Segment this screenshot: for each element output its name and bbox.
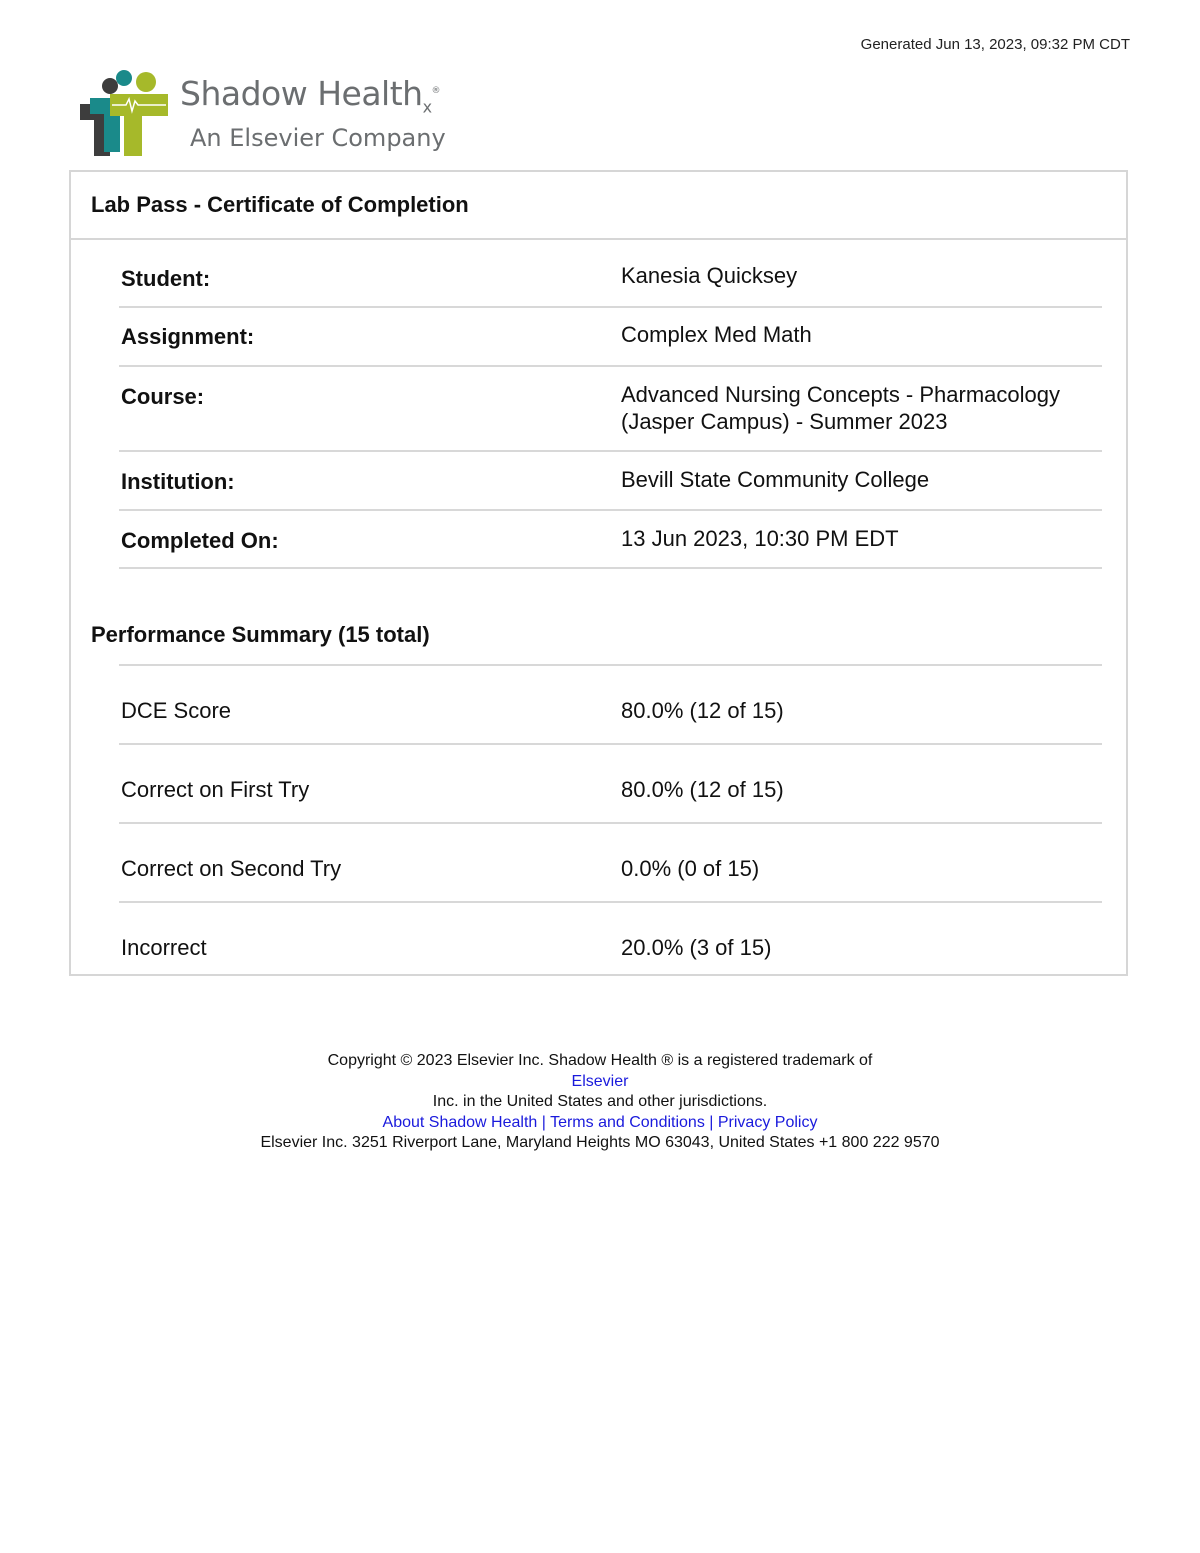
performance-summary-table: [119, 664, 1102, 983]
footer-address: Elsevier Inc. 3251 Riverport Lane, Maryland Heights MO 63043, United States +1 800 222 9570: [260, 1134, 940, 1151]
performance-value: 80.0% (12 of 15): [621, 698, 784, 723]
field-row-student: [119, 240, 1102, 308]
field-value: Kanesia Quicksey: [621, 263, 798, 288]
field-row-institution: [119, 452, 1102, 511]
performance-row-dce-score: [119, 666, 1102, 745]
footer: [0, 1051, 1200, 1154]
performance-row-first-try: [119, 745, 1102, 824]
footer-links: [0, 1113, 1200, 1134]
shadow-health-logo-icon: [80, 68, 170, 160]
field-label: Institution:: [121, 469, 235, 494]
shadow-health-logo: [80, 68, 460, 164]
performance-label: Correct on Second Try: [121, 856, 342, 881]
field-label: Course:: [121, 384, 205, 409]
performance-value: 0.0% (0 of 15): [621, 856, 760, 881]
performance-row-incorrect: [119, 903, 1102, 983]
elsevier-link[interactable]: Elsevier: [571, 1072, 629, 1090]
field-row-course: [119, 367, 1102, 452]
field-row-completed-on: [119, 511, 1102, 569]
field-row-assignment: [119, 308, 1102, 367]
performance-value: 20.0% (3 of 15): [621, 935, 772, 960]
performance-label: Incorrect: [121, 935, 207, 960]
field-label: Assignment:: [121, 324, 255, 349]
logo-brand: Shadow Health$_x$®: [180, 74, 441, 117]
certificate-fields: [119, 240, 1102, 569]
field-value: Complex Med Math: [621, 322, 812, 347]
performance-summary-title: Performance Summary (15 total): [91, 622, 430, 647]
field-label: Completed On:: [121, 528, 279, 553]
footer-separator: |: [537, 1113, 551, 1131]
about-shadow-health-link[interactable]: About Shadow Health: [382, 1113, 538, 1131]
generated-timestamp: Generated Jun 13, 2023, 09:32 PM CDT: [860, 36, 1130, 53]
field-label: Student:: [121, 266, 211, 291]
field-value: Bevill State Community College: [621, 467, 930, 492]
terms-and-conditions-link[interactable]: Terms and Conditions: [550, 1113, 705, 1131]
footer-separator: |: [704, 1113, 718, 1131]
footer-jurisdictions: Inc. in the United States and other jurisdictions.: [432, 1093, 768, 1110]
performance-label: Correct on First Try: [121, 777, 310, 802]
logo-tagline: An Elsevier Company: [190, 124, 446, 152]
field-value: 13 Jun 2023, 10:30 PM EDT: [621, 526, 899, 551]
performance-label: DCE Score: [121, 698, 232, 723]
privacy-policy-link[interactable]: Privacy Policy: [717, 1113, 818, 1131]
field-value: Advanced Nursing Concepts - Pharmacology (Jasper Campus) - Summer 2023: [621, 382, 1061, 434]
certificate-title: Lab Pass - Certificate of Completion: [71, 172, 1126, 240]
performance-value: 80.0% (12 of 15): [621, 777, 784, 802]
performance-row-second-try: [119, 824, 1102, 903]
footer-copyright: Copyright © 2023 Elsevier Inc. Shadow Health ® is a registered trademark of: [327, 1052, 873, 1069]
certificate-card: [69, 170, 1128, 976]
